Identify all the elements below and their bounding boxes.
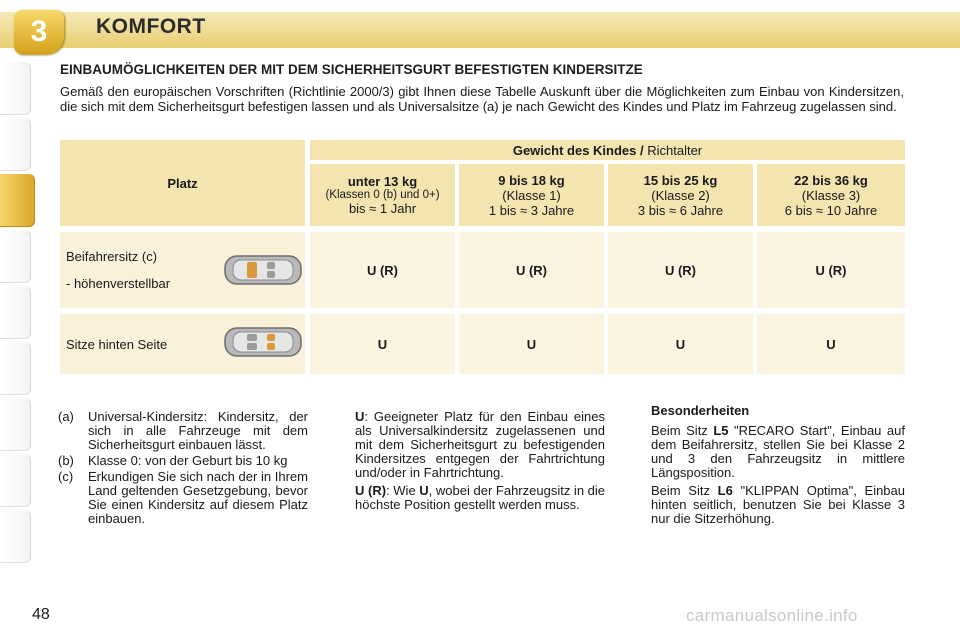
cell-front-0 [310, 232, 455, 308]
footnote-text: Universal-Kindersitz: Kindersitz, der sich in alle Fahrzeuge mit dem Sicherheitsgurt einbauen lässt. [88, 409, 308, 452]
cell-value: U (R) [515, 262, 548, 278]
column-weight: 9 bis 18 kg [498, 172, 565, 188]
column-class: (Klassen 0 (b) und 0+) [325, 189, 440, 201]
column-age: 6 bis ≈ 10 Jahre [784, 202, 878, 218]
child-seat-table [60, 140, 905, 374]
special-p1 [651, 423, 909, 480]
intro-paragraph: Gemäß den europäischen Vorschriften (Richtlinie 2000/3) gibt Ihnen diese Tabelle Auskunft über die Möglichkeiten zum Einbau von Kindersitzen, die sich mit dem Sicherheitsgurt befestigen lassen und als Universalsitze (a) je nach Gewicht des Kindes und Platz im Fahrzeug zugelassen sind. [60, 84, 904, 114]
footnote-c [58, 470, 308, 526]
car-rear-seat-icon [223, 324, 303, 360]
side-tab-6[interactable] [0, 342, 31, 395]
legend-u-text: : Geeigneter Platz für den Einbau eines als Universalkindersitz zugelassenen und mit dem Sicherheitsgurt zu befestigenden Kindersitzes entgegen der Fahrtrichtung und/oder in Fahrtrichtung. [355, 409, 605, 480]
side-tab-2[interactable] [0, 118, 31, 171]
column-age: bis ≈ 1 Jahr [348, 201, 417, 216]
special-p2-code: L6 [717, 483, 733, 498]
column-class: (Klasse 1) [502, 187, 561, 203]
place-header-cell [60, 140, 305, 226]
chapter-side-tabs [0, 62, 34, 572]
legend-ur-text: : Wie [386, 483, 420, 498]
side-tab-4[interactable] [0, 230, 31, 283]
cell-rear-2 [608, 314, 753, 374]
footnote-text: Erkundigen Sie sich nach der in Ihrem Land geltenden Gesetzgebung, bevor Sie einen Kindersitz auf diesem Platz einbauen. [88, 469, 308, 526]
legend-ur-ref: U [419, 483, 429, 498]
special-title: Besonderheiten [651, 403, 750, 418]
side-tab-8[interactable] [0, 454, 31, 507]
age-header: Richtalter [643, 142, 703, 158]
legend-u-key: U [355, 409, 365, 424]
cell-value: U (R) [366, 262, 399, 278]
legend-ur-key: U (R) [355, 483, 387, 498]
place-header: Platz [167, 175, 198, 191]
footnote-key: (a) [58, 409, 74, 424]
cell-value: U [377, 336, 388, 352]
side-tab-1[interactable] [0, 62, 31, 115]
special-p1-a: Beim Sitz [651, 423, 714, 438]
cell-value: U (R) [664, 262, 697, 278]
footnote-key: (c) [58, 469, 74, 484]
side-tab-9[interactable] [0, 510, 31, 563]
special-p2-b: "KLIPPAN Optima", Einbau hinten seitlich, benutzen Sie bei Klasse 3 nur die Sitzerhöhung. [651, 483, 909, 526]
column-header-3 [757, 164, 905, 226]
row-label-line2: - höhenverstellbar [66, 276, 171, 291]
legend-u [355, 410, 605, 480]
footnote-a [58, 410, 308, 452]
cell-value: U [826, 336, 836, 352]
column-weight: unter 13 kg [347, 174, 418, 189]
chapter-header [0, 0, 960, 54]
cell-front-1 [459, 232, 604, 308]
footnote-text: Klasse 0: von der Geburt bis 10 kg [88, 453, 288, 468]
car-front-seat-icon [223, 252, 303, 288]
column-header-0 [310, 164, 455, 226]
column-class: (Klasse 2) [651, 187, 710, 203]
side-tab-5[interactable] [0, 286, 31, 339]
column-weight: 22 bis 36 kg [794, 172, 868, 188]
cell-value: U (R) [815, 262, 847, 278]
special-p2-a: Beim Sitz [651, 483, 718, 498]
row-label-line1: Sitze hinten Seite [66, 336, 168, 352]
footnote-key: (b) [58, 453, 74, 468]
special-notes [651, 403, 909, 530]
weight-group-header [310, 140, 905, 160]
watermark: carmanualsonline.info [686, 606, 858, 625]
cell-rear-1 [459, 314, 604, 374]
footnote-b [58, 454, 308, 468]
legend-ur-text-2: , wobei der Fahrzeugsitz in die höchste Position gestellt werden muss. [355, 483, 606, 512]
side-tab-7[interactable] [0, 398, 31, 451]
chapter-number-badge: 3 [14, 10, 64, 54]
cell-value: U [526, 336, 537, 352]
cell-rear-0 [310, 314, 455, 374]
column-age: 3 bis ≈ 6 Jahre [637, 202, 724, 218]
special-p2 [651, 483, 909, 526]
footnotes [58, 410, 308, 528]
legend-ur [355, 484, 605, 512]
column-header-2 [608, 164, 753, 226]
column-header-1 [459, 164, 604, 226]
chapter-title: KOMFORT [96, 15, 206, 38]
cell-front-2 [608, 232, 753, 308]
weight-header: Gewicht des Kindes / [512, 142, 644, 158]
row-label-line1: Beifahrersitz (c) [66, 249, 158, 264]
special-p1-code: L5 [713, 423, 729, 438]
column-weight: 15 bis 25 kg [643, 172, 718, 188]
legend [355, 410, 605, 516]
cell-front-3 [757, 232, 905, 308]
column-age: 1 bis ≈ 3 Jahre [488, 202, 575, 218]
side-tab-3-active[interactable] [0, 174, 35, 227]
cell-rear-3 [757, 314, 905, 374]
page-number: 48 [32, 606, 50, 623]
special-p1-b: "RECARO Start", Einbau auf dem Beifahrersitz, stellen Sie bei Klasse 2 und 3 den Fahrzeugsitz in mittlere Längsposition. [651, 423, 909, 480]
section-title: EINBAUMÖGLICHKEITEN DER MIT DEM SICHERHEITSGURT BEFESTIGTEN KINDERSITZE [60, 62, 643, 77]
cell-value: U [675, 336, 686, 352]
column-class: (Klasse 3) [801, 187, 861, 203]
